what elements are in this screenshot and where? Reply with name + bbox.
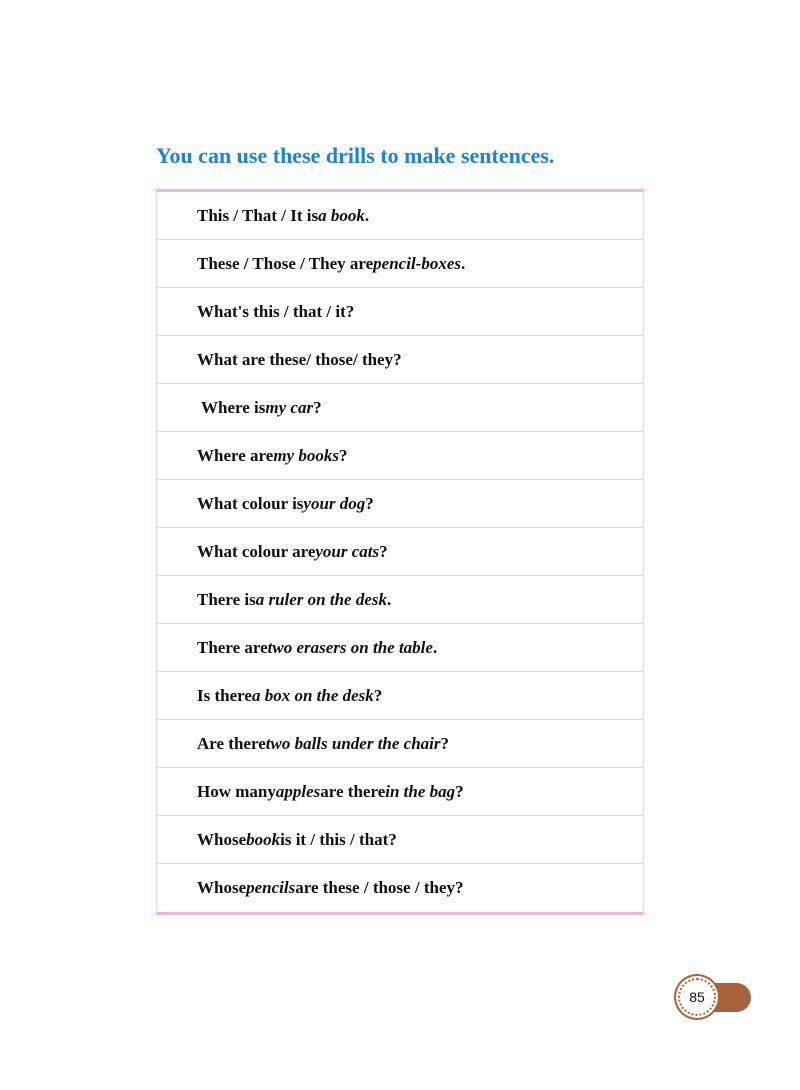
drill-row (157, 864, 643, 912)
drill-text: . (432, 637, 438, 657)
drill-substitution-text: in the bag (385, 781, 456, 801)
drill-text: What colour are (197, 541, 316, 561)
drill-text: . (461, 253, 466, 273)
drill-text: These / Those / They are (197, 253, 374, 273)
drill-text: Whose (197, 829, 247, 849)
drill-text: Is there (197, 685, 252, 705)
drill-substitution-text: your dog (303, 493, 366, 513)
drill-row (157, 192, 643, 240)
drill-row (157, 480, 643, 528)
drill-text: ? (379, 541, 388, 561)
drill-text: There is (197, 589, 256, 609)
drill-row (157, 240, 643, 288)
drill-text: . (364, 205, 370, 225)
drill-text: How many (197, 781, 276, 801)
drill-row (157, 816, 643, 864)
drill-text: is it / this / that? (280, 829, 397, 849)
drill-row (157, 288, 643, 336)
drill-row (157, 720, 643, 768)
drill-substitution-text: a book (318, 205, 365, 225)
drill-substitution-text: apples (275, 781, 321, 801)
drill-text: are there (320, 781, 386, 801)
drill-row (157, 672, 643, 720)
drill-text: This / That / It is (197, 205, 319, 225)
drill-table (156, 189, 644, 915)
drill-text: Where is (201, 397, 266, 417)
drill-substitution-text: pencils (246, 878, 296, 897)
drill-text: What are these/ those/ they? (197, 349, 402, 369)
drill-substitution-text: book (246, 829, 281, 849)
drill-substitution-text: a box on the desk (251, 685, 374, 705)
drill-text: What's this / that / it? (197, 301, 355, 321)
page-number-badge (675, 978, 753, 1018)
drill-text: ? (338, 445, 348, 465)
drill-row (157, 768, 643, 816)
drill-row (157, 576, 643, 624)
drill-row (157, 528, 643, 576)
drill-row (157, 384, 643, 432)
drill-row (157, 624, 643, 672)
drill-substitution-text: pencil-boxes (373, 253, 461, 273)
drill-row (157, 432, 643, 480)
drill-substitution-text: my car (265, 397, 314, 417)
page-number: 85 (678, 978, 716, 1016)
drill-substitution-text: your cats (315, 541, 380, 561)
drill-substitution-text: my books (273, 445, 339, 465)
drill-text: are these / those / they? (295, 878, 464, 897)
drill-text: Are there (197, 733, 266, 753)
drill-text: There are (197, 637, 268, 657)
drill-text: Whose (197, 878, 247, 897)
drill-text: Where are (197, 445, 274, 465)
drill-text: ? (373, 685, 383, 705)
drill-substitution-text: a ruler on the desk (255, 589, 388, 609)
drill-row (157, 336, 643, 384)
drill-text: ? (365, 493, 374, 513)
drill-text: ? (440, 733, 450, 753)
drill-text: What colour is (197, 493, 304, 513)
drill-text: ? (455, 781, 464, 801)
page-heading: You can use these drills to make sentences. (156, 143, 555, 168)
drill-substitution-text: two balls under the chair (265, 733, 441, 753)
drill-text: ? (313, 397, 322, 417)
drill-text: . (387, 589, 392, 609)
drill-substitution-text: two erasers on the table (267, 637, 433, 657)
